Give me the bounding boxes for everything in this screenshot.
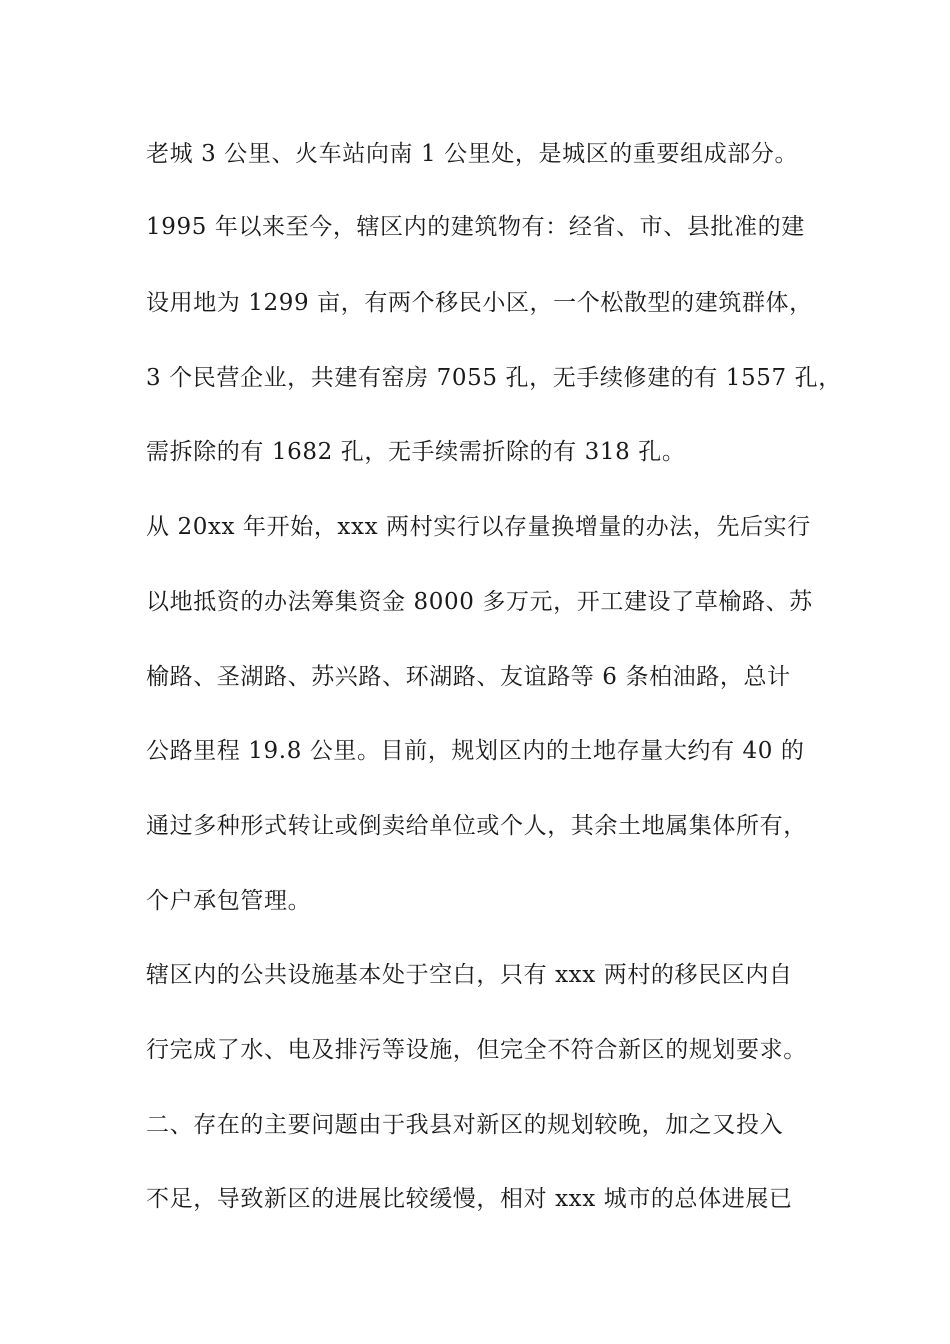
text-line: 以地抵资的办法筹集资金 8000 多万元，开工建设了草榆路、苏 (146, 589, 813, 615)
text-line: 1995 年以来至今，辖区内的建筑物有：经省、市、县批准的建 (146, 214, 805, 240)
text-line: 榆路、圣湖路、苏兴路、环湖路、友谊路等 6 条柏油路，总计 (146, 664, 791, 690)
text-line: 老城 3 公里、火车站向南 1 公里处，是城区的重要组成部分。 (146, 141, 799, 167)
text-line: 3 个民营企业，共建有窑房 7055 孔，无手续修建的有 1557 孔， (146, 365, 842, 391)
text-line: 需拆除的有 1682 孔，无手续需折除的有 318 孔。 (146, 439, 686, 465)
text-line: 行完成了水、电及排污等设施，但完全不符合新区的规划要求。 (146, 1037, 807, 1063)
text-line: 二、存在的主要问题由于我县对新区的规划较晚，加之又投入 (146, 1112, 784, 1138)
text-line: 通过多种形式转让或倒卖给单位或个人，其余土地属集体所有， (146, 813, 807, 839)
text-line: 公路里程 19.8 公里。目前，规划区内的土地存量大约有 40 的 (146, 738, 805, 764)
text-line: 设用地为 1299 亩，有两个移民小区，一个松散型的建筑群体， (146, 290, 813, 316)
text-line: 从 20xx 年开始，xxx 两村实行以存量换增量的办法，先后实行 (146, 514, 811, 540)
text-line: 不足，导致新区的进展比较缓慢，相对 xxx 城市的总体进展已 (146, 1186, 793, 1212)
text-line: 个户承包管理。 (146, 888, 312, 914)
text-line: 辖区内的公共设施基本处于空白，只有 xxx 两村的移民区内自 (146, 962, 793, 988)
